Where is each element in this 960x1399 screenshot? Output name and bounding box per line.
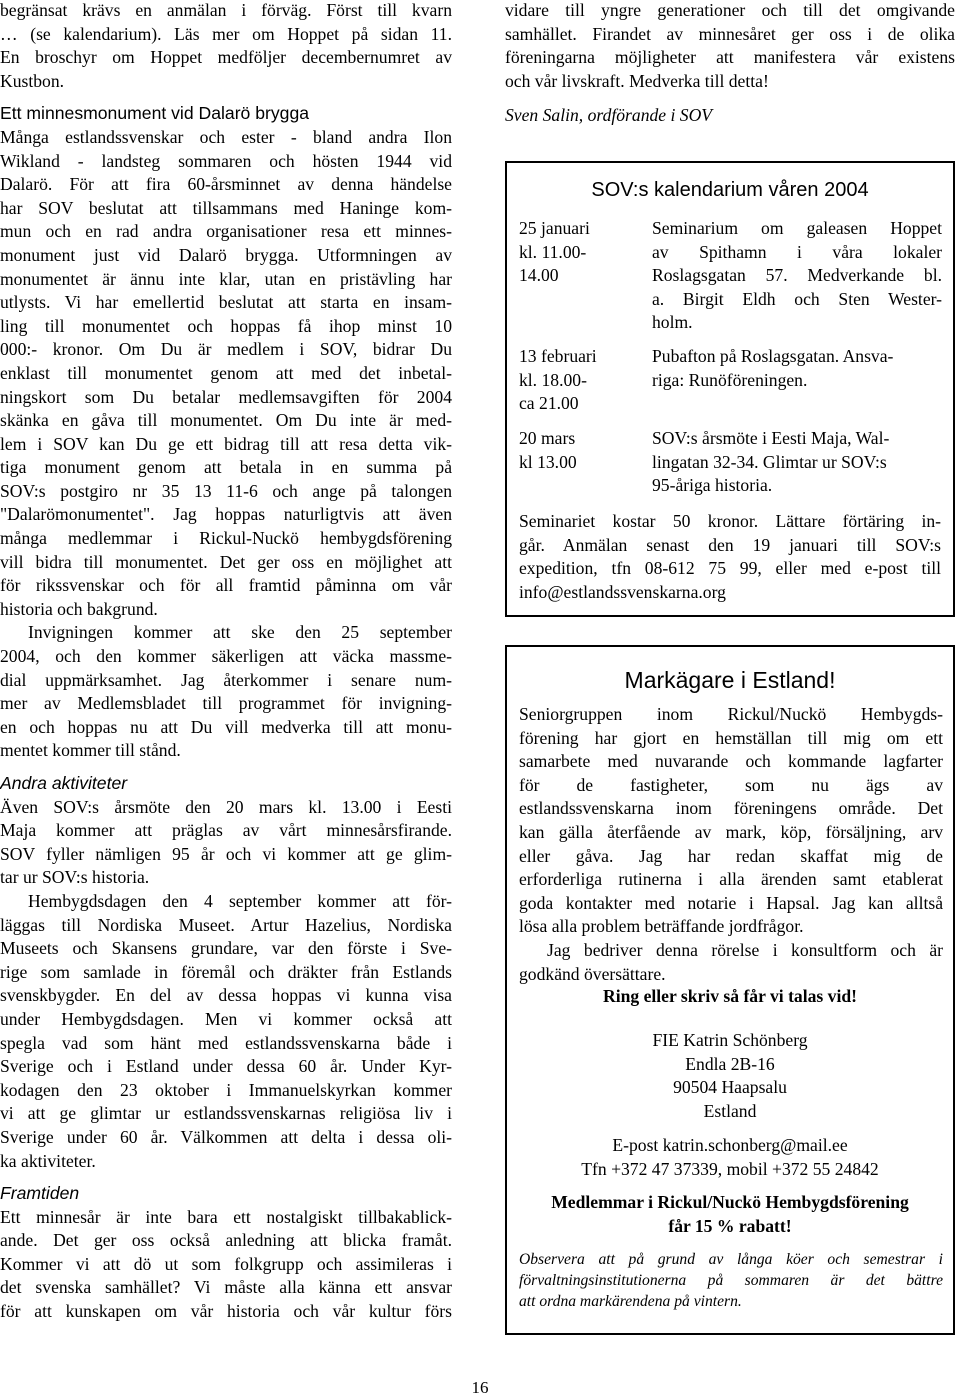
left-column xyxy=(0,0,452,1324)
text-line: har SOV beslutat att tillsammans med Haninge kom- xyxy=(0,197,452,218)
text-line: erforderliga rutinerna i alla ärenden samt etablerat xyxy=(519,869,943,890)
text-line: Wikland - landsteg sommaren och hösten 1944 vid xyxy=(0,150,452,171)
text-line: Kustbon. xyxy=(0,70,65,91)
signature: Sven Salin, ordförande i SOV xyxy=(505,105,713,126)
discount-line: får 15 % rabatt! xyxy=(668,1215,792,1236)
ad-body xyxy=(519,703,943,986)
text-line: info@estlandssvenskarna.org xyxy=(519,581,726,602)
landowner-ad-box xyxy=(505,645,955,1335)
text-line: vi att ge glimtar ur estlandssvenskarnas religiösa liv i xyxy=(0,1103,452,1124)
text-line: samarbete med nuvarande och kommande lagfarter xyxy=(519,751,943,772)
text-line: estlandssvenskarna inom föreningens område. Det xyxy=(519,798,943,819)
event-description xyxy=(652,345,942,392)
desc-line: av Spithamn i våra lokaler xyxy=(652,241,942,262)
ad-contact xyxy=(507,1134,953,1181)
section-heading: Andra aktiviteter xyxy=(0,773,128,793)
date-line: 20 mars xyxy=(519,428,576,448)
text-line: enklast till monumentet genom att med det inbetal- xyxy=(0,362,452,383)
text-line: Museets och Skansens grundare, var den förste i Sve- xyxy=(0,938,452,959)
text-line: för de fastigheter, som nu ägs av xyxy=(519,774,943,795)
desc-line: a. Birgit Eldh och Sten Wester- xyxy=(652,288,942,309)
ad-title: Markägare i Estland! xyxy=(624,667,836,693)
text-line: SOV fyller nämligen 95 år och vi kommer att ge glim- xyxy=(0,843,452,864)
text-line: Jag bedriver denna rörelse i konsultform och är xyxy=(547,939,943,960)
right-column xyxy=(505,0,955,128)
text-line: Invigningen kommer att ske den 25 september xyxy=(28,622,452,643)
text-line: rige som samlade in föremål och dräkter från Estlands xyxy=(0,961,452,982)
text-line: Sverige under 60 år. Välkommen att delta i dessa oli- xyxy=(0,1126,452,1147)
text-line: vill bidra till monumentet. Det ger oss en möjlighet att xyxy=(0,551,452,572)
text-line: eller gåva. Jag har redan skaffat mig de xyxy=(519,845,943,866)
calendar-title: SOV:s kalendarium våren 2004 xyxy=(591,179,869,201)
date-line: 25 januari xyxy=(519,218,590,238)
text-line: monument just vid Dalarö brygga. Utformningen av xyxy=(0,244,452,265)
text-line: skänka en gåva till monumentet. Om Du inte är med- xyxy=(0,410,452,431)
ad-call-to-action: Ring eller skriv så får vi talas vid! xyxy=(603,986,857,1006)
calendar-footer xyxy=(519,510,941,604)
text-line: En broschyr om Hoppet medföljer decembernumret av xyxy=(0,47,452,68)
desc-line: riga: Runöföreningen. xyxy=(652,369,808,390)
text-line: Seminariet kostar 50 kronor. Lättare förtäring in- xyxy=(519,511,941,531)
date-line: 14.00 xyxy=(519,265,559,286)
text-line: mer av Medlemsbladet till programmet för invigning- xyxy=(0,693,452,714)
contact-line: Tfn +372 47 37339, mobil +372 55 24842 xyxy=(581,1158,879,1179)
text-line: går. Anmälan senast den 19 januari till SOV:s xyxy=(519,534,941,555)
address-line: 90504 Haapsalu xyxy=(673,1077,787,1098)
text-line: föreningarna möjligheter att manifestera vår existens xyxy=(505,47,955,68)
text-line: Dalarö. För att fira 60-årsminnet av denna händelse xyxy=(0,174,452,195)
text-line: Seniorgruppen inom Rickul/Nuckö Hembygds- xyxy=(519,704,943,724)
desc-line: Seminarium om galeasen Hoppet xyxy=(652,218,942,238)
address-line: Endla 2B-16 xyxy=(685,1053,775,1074)
intro-text xyxy=(0,0,452,93)
section-heading: Ett minnesmonument vid Dalarö brygga xyxy=(0,103,310,124)
text-line: historia och bakgrund. xyxy=(0,598,158,619)
event-description xyxy=(652,427,942,498)
text-line: en och hoppas nu att Du vill medverka till att monu- xyxy=(0,716,452,737)
note-line: förvaltningsinstitutionerna på sommaren är det bättre xyxy=(519,1272,943,1289)
text-line: förening har gjort en hemställan till mig om ett xyxy=(519,727,943,748)
address-line: FIE Katrin Schönberg xyxy=(652,1030,808,1050)
text-line: "Dalarömonumentet". Jag hoppas naturligtvis att även xyxy=(0,504,452,525)
text-line: monumentet är ännu inte klar, utan en pristävling har xyxy=(0,268,452,289)
text-line: goda kontakter med notarie i Hapsal. Jag kan alltså xyxy=(519,892,943,913)
text-line: vidare till yngre generationer och till det omgivande xyxy=(505,0,955,20)
text-line: ningskort som Du betalar medlemsavgiften för 2004 xyxy=(0,386,452,407)
text-line: dial uppmärksamhet. Jag återkommer i senare num- xyxy=(0,669,452,690)
text-line: Kommer vi att dö ut som folkgrupp och assimileras i xyxy=(0,1253,452,1274)
text-line: samhället. Firandet av minnesåret ger oss i de olika xyxy=(505,23,955,44)
text-line: godkänd översättare. xyxy=(519,963,666,984)
event-date xyxy=(519,345,639,416)
event-date xyxy=(519,427,639,474)
date-line: ca 21.00 xyxy=(519,393,579,414)
address-line: Estland xyxy=(703,1100,757,1121)
text-line: lösa alla problem beträffande jordfrågor. xyxy=(519,916,804,937)
date-line: kl. 18.00- xyxy=(519,369,587,390)
text-line: under Hembygdsdagen. Men vi kommer också att xyxy=(0,1008,452,1029)
text-line: 2004, och den kommer säkerligen att väcka massme- xyxy=(0,646,452,667)
date-line: kl 13.00 xyxy=(519,451,577,472)
event-description xyxy=(652,217,942,335)
text-line: Ett minnesår är inte bara ett nostalgiskt tillbakablick- xyxy=(0,1206,452,1227)
text-line: kan gälla återfående av mark, köp, försäljning, arv xyxy=(519,821,943,842)
text-line: kodagen den 23 oktober i Immanuelskyrkan kommer xyxy=(0,1079,452,1100)
text-line: 000:- kronor. Om Du är medlem i SOV, bidrar Du xyxy=(0,339,452,360)
section-monument xyxy=(0,102,452,763)
text-line: SOV:s postgiro nr 35 13 11-6 och ange på talongen xyxy=(0,480,452,501)
ad-address xyxy=(507,1029,953,1123)
text-line: mentet kommer till stånd. xyxy=(0,740,181,761)
text-line: för rikssvenskar och för all framtid påminna om vår xyxy=(0,575,452,596)
text-line: tiga monument genom att betala in en summa på xyxy=(0,457,452,478)
text-line: … (se kalendarium). Läs mer om Hoppet på sidan 11. xyxy=(0,23,452,44)
text-line: ka aktiviteter. xyxy=(0,1150,96,1171)
text-line: begränsat krävs en anmälan i förväg. Först till kvarn xyxy=(0,0,452,20)
text-line: svenskbygder. En del av dessa hoppas vi kunna visa xyxy=(0,985,452,1006)
text-line: spegla vad som hänt med estlandssvenskarna både i xyxy=(0,1032,452,1053)
section-other-activities xyxy=(0,772,452,1173)
desc-line: 95-åriga historia. xyxy=(652,475,773,496)
date-line: kl. 11.00- xyxy=(519,241,587,262)
note-line: att ordna markärendena på vintern. xyxy=(519,1293,742,1310)
desc-line: SOV:s årsmöte i Eesti Maja, Wal- xyxy=(652,428,890,448)
discount-line: Medlemmar i Rickul/Nuckö Hembygdsförening xyxy=(551,1192,909,1212)
text-line: tar ur SOV:s historia. xyxy=(0,867,150,888)
text-line: ande. Det ger oss också anledning att blicka framåt. xyxy=(0,1230,452,1251)
text-line: lem i SOV kan Du ge ett bidrag till att resa detta vik- xyxy=(0,433,452,454)
ad-discount xyxy=(507,1191,953,1238)
text-line: läggas till Nordiska Museet. Artur Hazelius, Nordiska xyxy=(0,914,452,935)
text-line: expedition, tfn 08-612 75 99, eller med e-post till xyxy=(519,558,941,579)
text-line: Många estlandssvenskar och ester - bland andra Ilon xyxy=(0,126,452,147)
text-line: och vår livskraft. Medverka till detta! xyxy=(505,70,769,91)
calendar-box xyxy=(505,161,955,617)
event-date xyxy=(519,217,639,288)
desc-line: Roslagsgatan 57. Medverkande bl. xyxy=(652,265,942,286)
desc-line: Pubafton på Roslagsgatan. Ansva- xyxy=(652,346,894,366)
text-line: Maja kommer att präglas av vårt minnesårsfirande. xyxy=(0,820,452,841)
desc-line: lingatan 32-34. Glimtar ur SOV:s xyxy=(652,451,887,472)
date-line: 13 februari xyxy=(519,346,597,366)
contact-line: E-post katrin.schonberg@mail.ee xyxy=(612,1135,848,1155)
ad-note xyxy=(519,1249,943,1312)
section-future xyxy=(0,1182,452,1324)
text-line: ling till monumentet och hoppas få ihop minst 10 xyxy=(0,315,452,336)
page-number: 16 xyxy=(471,1378,489,1397)
text-line: Sverige och i Estland under dessa 60 år. Under Kyr- xyxy=(0,1056,452,1077)
text-line: Hembygdsdagen den 4 september kommer att för- xyxy=(28,890,452,911)
section-heading: Framtiden xyxy=(0,1183,80,1204)
text-line: utlysts. Vi har emellertid beslutat att starta en insam- xyxy=(0,292,452,313)
text-line: många medlemmar i Rickul-Nuckö hembygdsförening xyxy=(0,528,452,549)
desc-line: holm. xyxy=(652,312,693,333)
text-line: mun och en rad andra organisationer resa ett minnes- xyxy=(0,221,452,242)
note-line: Observera att på grund av långa köer och semestrar i xyxy=(519,1251,943,1268)
text-line: det svenska samhället? Vi måste alla känna ett ansvar xyxy=(0,1277,452,1298)
text-line: Även SOV:s årsmöte den 20 mars kl. 13.00 i Eesti xyxy=(0,796,452,817)
text-line: för att kunskapen om vår historia och vår kultur förs xyxy=(0,1301,452,1322)
